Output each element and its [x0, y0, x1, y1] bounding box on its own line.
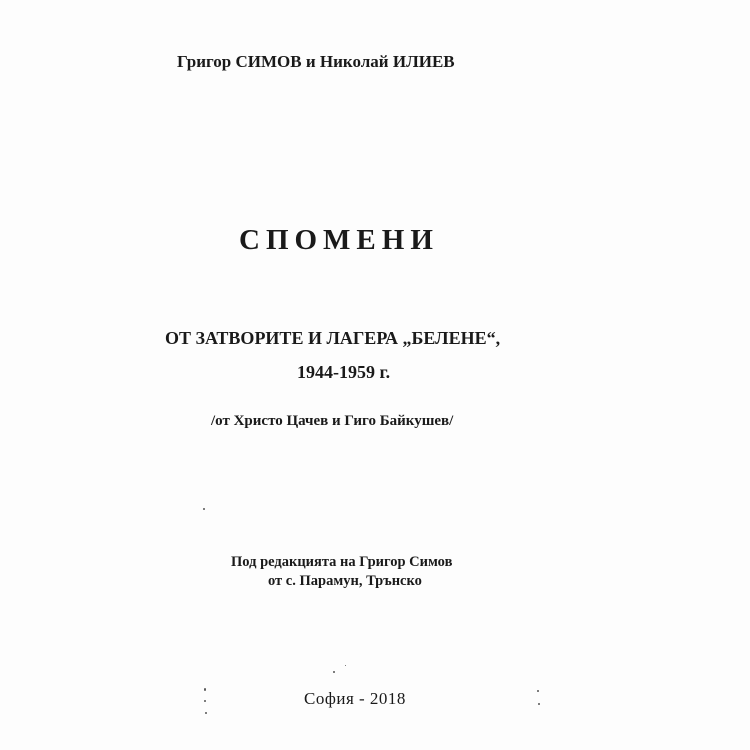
editor-line-2: от с. Парамун, Трънско: [268, 573, 422, 589]
book-subtitle: ОТ ЗАТВОРИТЕ И ЛАГЕРА „БЕЛЕНЕ“,: [165, 328, 501, 348]
scan-speck: [333, 671, 335, 673]
editor-line-1: Под редакцията на Григор Симов: [231, 554, 453, 570]
scan-speck: [538, 703, 540, 705]
scan-speck: [205, 712, 207, 714]
book-title: СПОМЕНИ: [239, 224, 439, 256]
contributors-line: /от Христо Цачев и Гиго Байкушев/: [211, 413, 454, 429]
scan-speck: [204, 700, 206, 702]
scan-speck: [537, 690, 539, 692]
place-year-line: София - 2018: [304, 689, 406, 708]
scan-speck: [203, 508, 205, 510]
scan-speck: [345, 665, 346, 666]
authors-line: Григор СИМОВ и Николай ИЛИЕВ: [177, 52, 455, 71]
scan-speck: [204, 688, 206, 691]
book-years: 1944-1959 г.: [297, 362, 391, 382]
